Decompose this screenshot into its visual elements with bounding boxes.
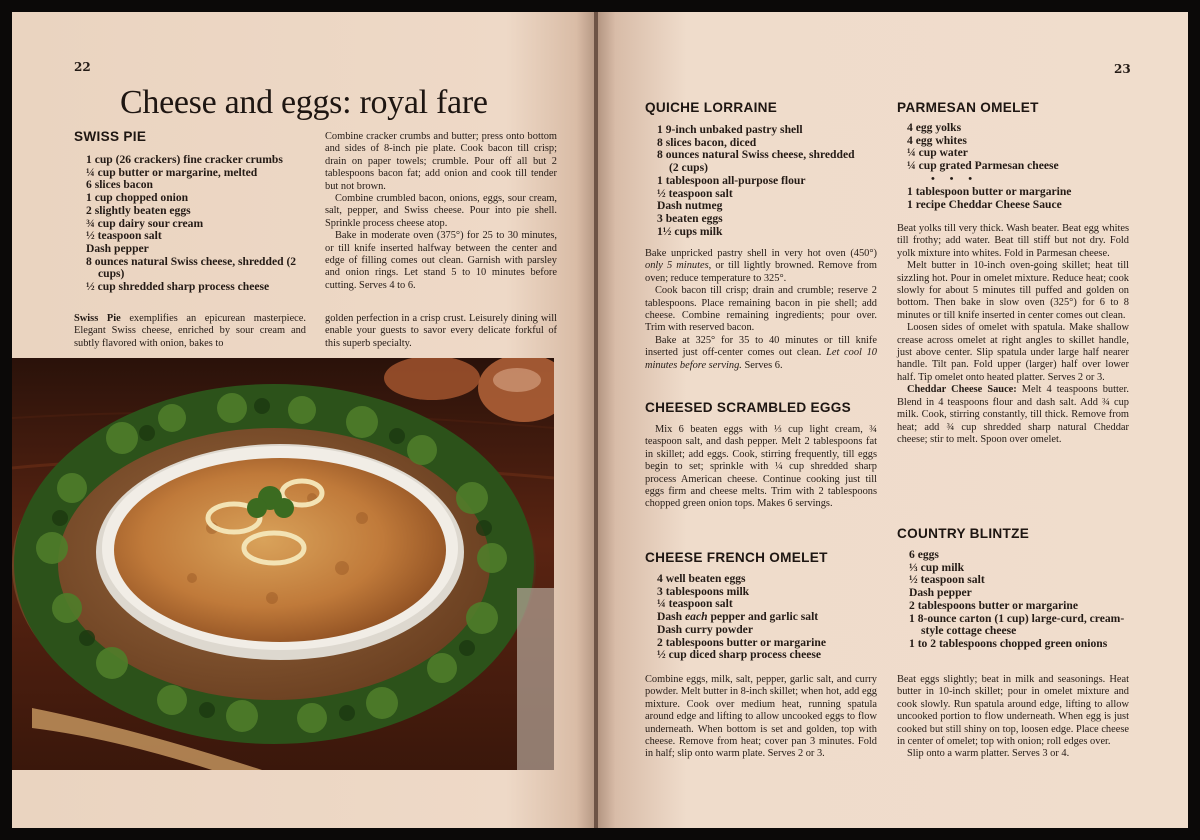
ingredient-text: pepper and garlic salt [707,610,819,624]
ingredient-item: 1 recipe Cheddar Cheese Sauce [907,197,1062,211]
caption-lead: Swiss Pie [74,313,121,324]
ingredient-item: ¼ cup butter or margarine, melted [86,165,258,179]
ingredient-item: Dash nutmeg [657,199,723,213]
ingredient-item: 1 tablespoon all-purpose flour [657,173,806,187]
swiss-pie-directions [325,131,557,292]
caption-text: golden perfection in a crisp crust. Leisurely dining will enable your guests to savor every delicate forkful of this superb specialty. [325,313,557,349]
swiss-pie-photo [12,358,554,770]
country-blintze-heading: COUNTRY BLINTZE [897,526,1030,541]
ingredient-item: 6 slices bacon [86,178,153,192]
direction-paragraph: Cook bacon till crisp; drain and crumble; reserve 2 tablespoons. Place remaining bacon in pie shell; add cheese. Combine remaining ingredients; pour over. Trim with reserved bacon. [645,285,877,334]
ingredient-item: 2 tablespoons butter or margarine [909,598,1078,612]
sauce-label: Cheddar Cheese Sauce: [907,384,1017,396]
ingredient-item: 4 egg whites [907,133,967,147]
ingredient-item: 2 tablespoons butter or margarine [657,635,826,649]
ingredient-item: 3 beaten eggs [657,211,723,225]
ingredient-item: ¾ cup dairy sour cream [86,216,204,230]
cheese-french-omelet-heading: CHEESE FRENCH OMELET [645,550,828,565]
cheese-french-omelet-directions [645,674,877,761]
ingredient-item: 1½ cups milk [657,224,723,238]
ingredient-item: ½ teaspoon salt [86,229,162,243]
ingredient-item: ½ cup shredded sharp process cheese [86,280,270,294]
quiche-lorraine-ingredients [657,124,877,238]
ingredient-item: Dash pepper [86,241,149,255]
direction-paragraph: Melt butter in 10-inch oven-going skillet; heat till sizzling hot. Pour in omelet mixture. Reduce heat; cook slowly for about 5 minutes till puffed and golden on bottom. Then bake in slow oven (325°) for 6 to 8 minutes or till knife inserted in center comes out clean. [897,260,1129,321]
parmesan-omelet-directions [897,223,1129,446]
ingredient-text: Dash [657,610,686,624]
swiss-pie-heading: SWISS PIE [74,129,147,144]
ingredient-item: 4 egg yolks [907,121,962,134]
ingredient-item: 1 9-inch unbaked pastry shell [657,123,803,136]
swiss-pie-ingredients [86,154,318,294]
cheesed-scrambled-eggs-directions [645,424,877,511]
direction-emphasis: Let cool 10 minutes before serving. [645,347,877,371]
ingredient-item: ⅓ cup milk [909,560,965,574]
ingredient-item: 1 8-ounce carton (1 cup) large-curd, cream-style cottage cheese [909,611,1125,638]
parmesan-omelet-ingredients [907,122,1137,211]
direction-emphasis: only 5 minutes [645,260,709,272]
country-blintze-ingredients [909,549,1134,651]
cheese-french-omelet-ingredients [657,573,877,662]
photo-caption-col2 [325,313,557,350]
ingredient-item: ½ teaspoon salt [909,573,985,587]
page-number-left: 22 [74,60,91,74]
book-gutter [594,12,598,828]
ingredient-separator: • • • [931,172,979,185]
ingredient-item: Dash pepper [909,586,972,600]
direction-text: Bake at 325° for 35 to 40 minutes or till knife inserted just off-center comes out clean. [645,334,877,359]
photo-caption-col1 [74,313,306,350]
page-title: Cheese and eggs: royal fare [120,84,488,121]
caption-text: exemplifies an epicurean masterpiece. Elegant Swiss cheese, enriched by sour cream and subtly flavored with onion, bakes to [74,313,307,349]
direction-paragraph: Mix 6 beaten eggs with ⅓ cup light cream, ¾ teaspoon salt, and dash pepper. Melt 2 tablespoons fat in skillet; add eggs. Cook, stirring frequently, till eggs begin to set; sprinkle with ¼ cup shredded sharp process American cheese. Continue cooking just till eggs firm and cheese melts. Trim with 2 tablespoons chopped green onion tops. Makes 6 servings. [645,424,877,510]
ingredient-item: 3 tablespoons milk [657,584,750,598]
direction-text: , or till lightly browned. Remove from oven; reduce temperature to 325°. [645,260,877,284]
ingredient-item: 6 eggs [909,548,939,561]
ingredient-item: 8 ounces natural Swiss cheese, shredded (2 cups) [657,148,855,175]
direction-paragraph: Beat eggs slightly; beat in milk and seasonings. Heat butter in 10-inch skillet; pour in omelet mixture and cook slowly. Run spatula around edge, lifting to allow uncooked portion to flow underneath. When egg is just cooked but still shiny on top, loosen edge. Place cheese in center of omelet; top with onion; roll edges over. [897,674,1129,748]
sauce-text: Melt 4 teaspoons butter. Blend in 4 teaspoons flour and dash salt. Add ¾ cup milk. Cook, stirring constantly, till thick. Remove from heat; add ¾ cup shredded sharp natural Cheddar cheese; stir to melt. Spoon over omelet. [897,384,1129,445]
ingredient-item: ¼ teaspoon salt [657,597,733,611]
page-number-right: 23 [1114,62,1131,76]
ingredient-item: ½ teaspoon salt [657,186,733,200]
ingredient-item: ¼ cup water [907,146,968,160]
quiche-lorraine-heading: QUICHE LORRAINE [645,100,778,115]
ingredient-item: 8 ounces natural Swiss cheese, shredded (2 cups) [86,254,297,281]
ingredient-emphasis: each [685,610,708,624]
direction-paragraph: Combine cracker crumbs and butter; press onto bottom and sides of 8-inch pie plate. Cook bacon till crisp; drain on paper towels; crumble. Pour off all but 2 tablespoons bacon fat; add onion and cook till tender but not brown. [325,131,557,192]
ingredient-item: Dash curry powder [657,622,753,636]
country-blintze-directions [897,674,1129,761]
ingredient-item: 1 to 2 tablespoons chopped green onions [909,636,1108,650]
direction-text: Serves 6. [741,359,783,371]
ingredient-item: 2 slightly beaten eggs [86,203,191,217]
ingredient-item [657,611,877,624]
ingredient-item: 1 cup (26 crackers) fine cracker crumbs [86,153,283,166]
ingredient-item: 1 cup chopped onion [86,191,189,205]
ingredient-item: 8 slices bacon, diced [657,135,757,149]
direction-paragraph: Slip onto a warm platter. Serves 3 or 4. [907,748,1070,760]
direction-paragraph: Combine crumbled bacon, onions, eggs, sour cream, salt, pepper, and Swiss cheese. Pour into pie shell. Sprinkle process cheese atop. [325,193,557,229]
ingredient-item: 1 tablespoon butter or margarine [907,184,1072,198]
ingredient-item: 4 well beaten eggs [657,572,746,585]
quiche-lorraine-directions [645,248,877,372]
direction-paragraph: Bake in moderate oven (375°) for 25 to 30 minutes, or till knife inserted halfway between the center and edge of filling comes out clean. Garnish with parsley and onion rings. Let stand 5 to 10 minutes before cutting. Serves 4 to 6. [325,230,557,291]
parmesan-omelet-heading: PARMESAN OMELET [897,100,1039,115]
direction-paragraph: Combine eggs, milk, salt, pepper, garlic salt, and curry powder. Melt butter in 8-inch skillet; when hot, add egg mixture. Cook over medium heat, running spatula around edge and lifting to allow uncooked eggs to flow underneath. When bottom is set and golden, top with cheese. Remove from heat; cover pan 3 minutes. Fold in half; slip onto warm plate. Serves 2 or 3. [645,674,877,760]
ingredient-item: ¼ cup grated Parmesan cheese [907,159,1059,173]
direction-paragraph: Loosen sides of omelet with spatula. Make shallow crease across omelet at right angles to skillet handle, just above center. Slip spatula under large half nearer handle. Tilt pan. Fold upper (larger) half over lower half. Tip omelet onto heated platter. Serves 2 or 3. [897,322,1129,383]
cheesed-scrambled-eggs-heading: CHEESED SCRAMBLED EGGS [645,400,851,415]
direction-paragraph: Beat yolks till very thick. Wash beater. Beat egg whites till frothy; add water. Beat till stiff but not dry. Fold yolk mixture into whites. Fold in Parmesan cheese. [897,223,1129,259]
direction-text: Bake unpricked pastry shell in very hot oven (450°) [645,248,877,259]
ingredient-item: ½ cup diced sharp process cheese [657,648,822,662]
